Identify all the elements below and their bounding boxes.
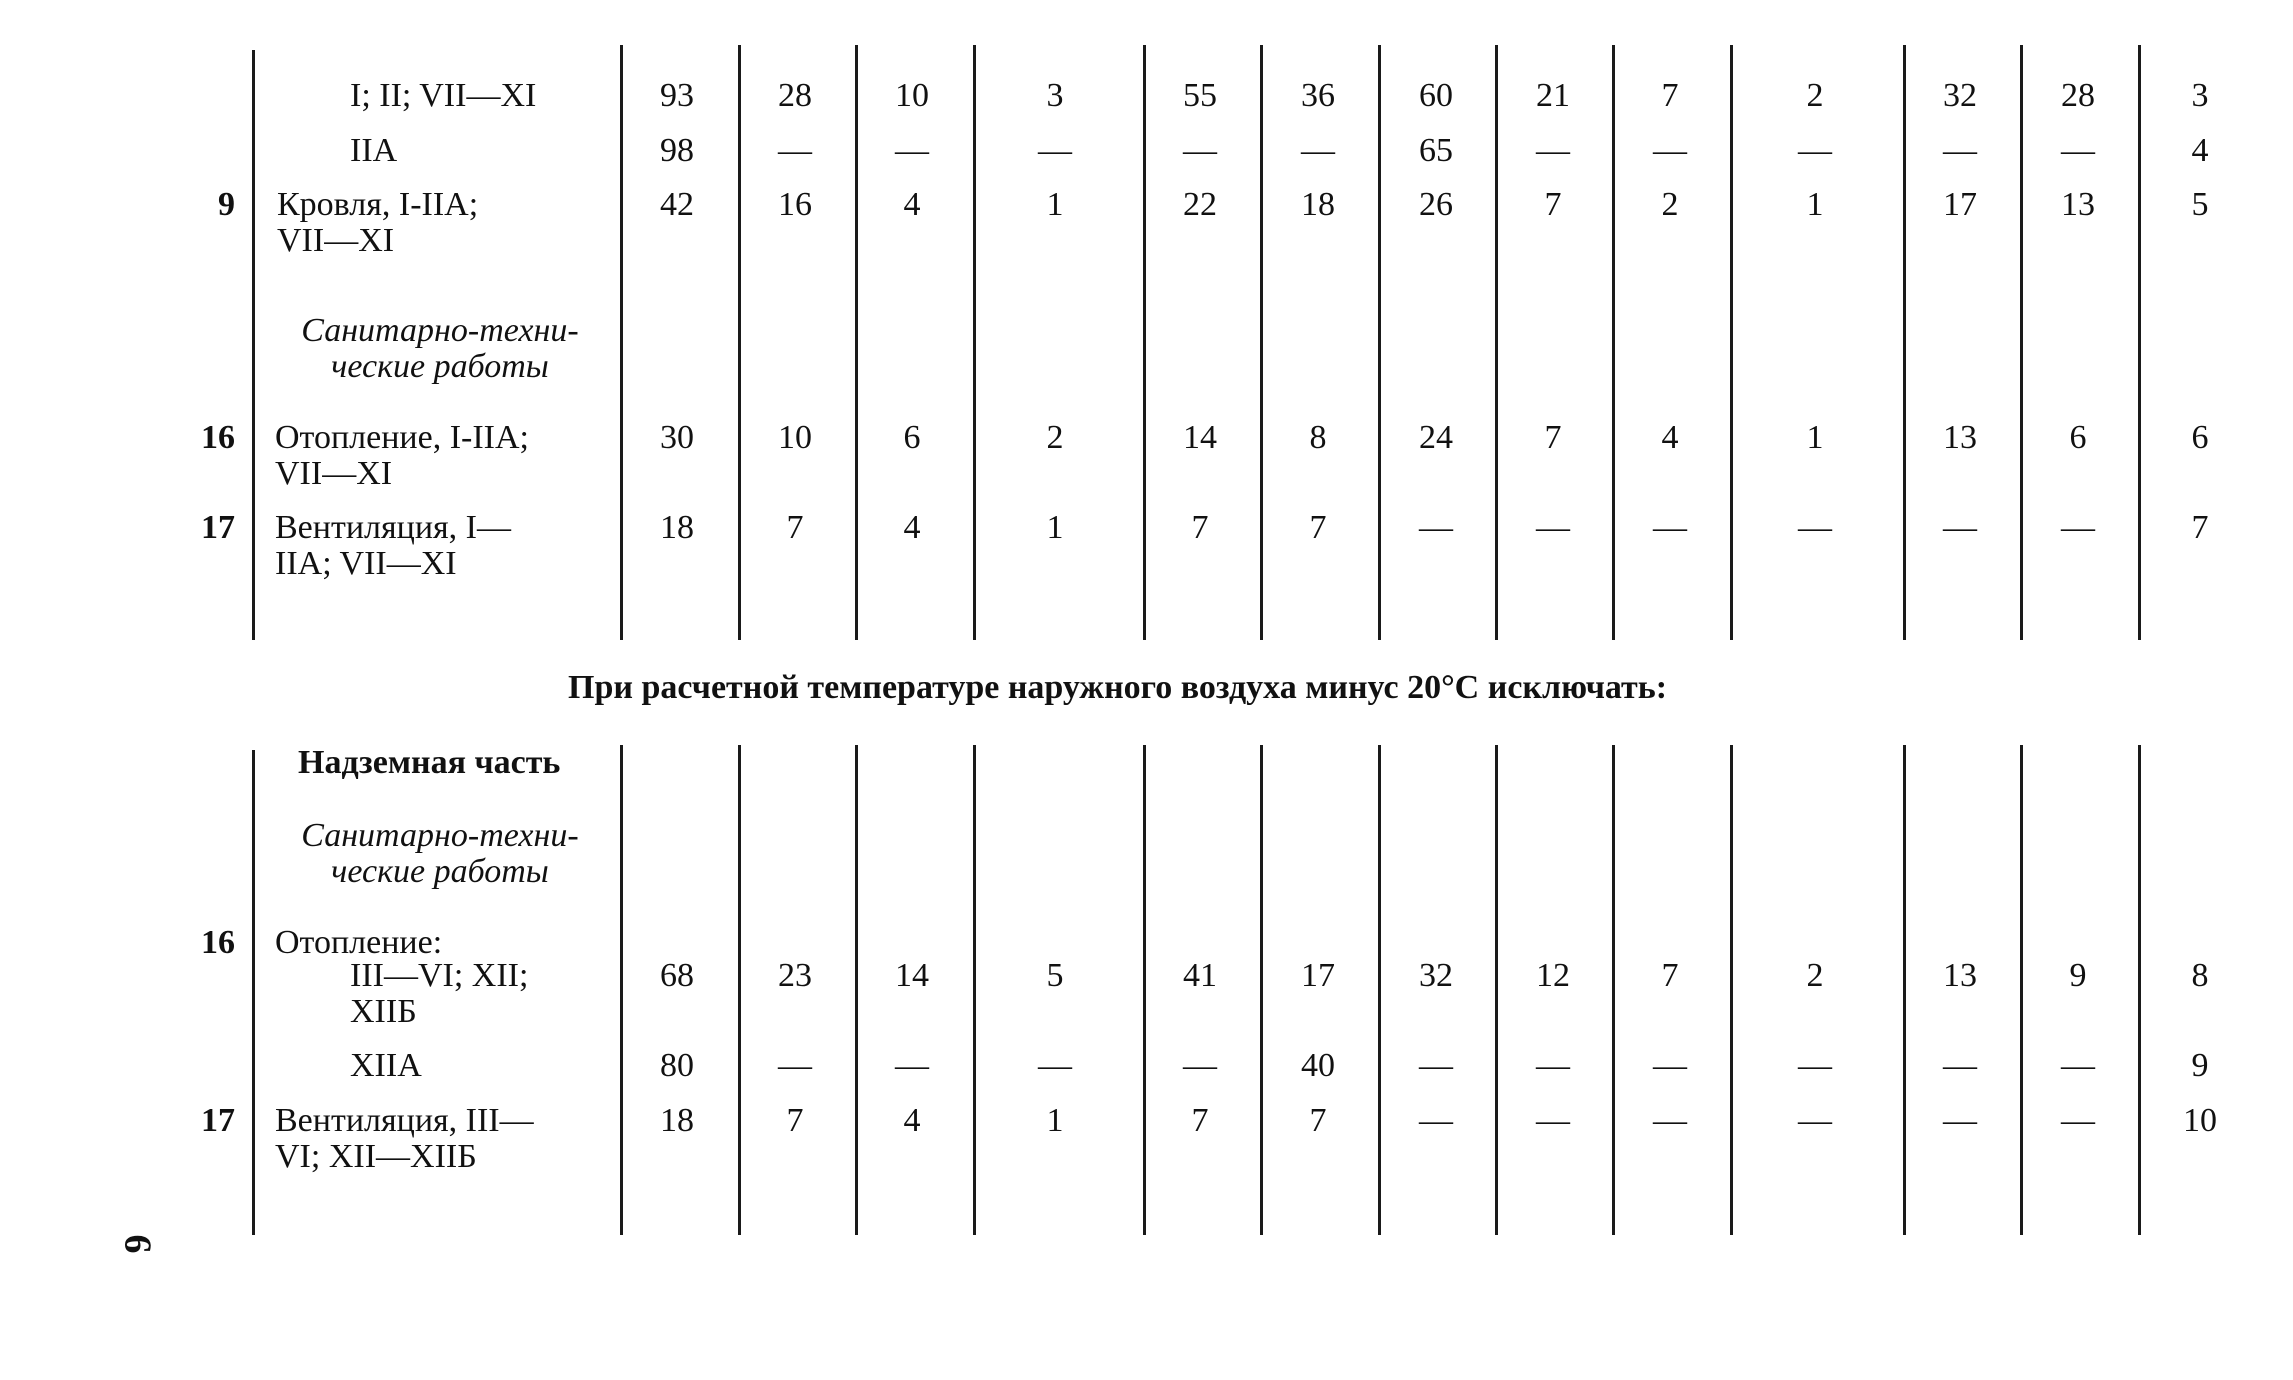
table-cell: 1 xyxy=(1046,186,1064,223)
table-cell: 98 xyxy=(660,132,694,169)
table-cell: 7 xyxy=(786,509,804,546)
table-bottom-rule xyxy=(1612,745,1615,1235)
table-cell: 65 xyxy=(1419,132,1453,169)
table-bottom-rule xyxy=(620,745,623,1235)
table-cell: 18 xyxy=(1301,186,1335,223)
table-cell: 1 xyxy=(1046,509,1064,546)
table-cell: — xyxy=(1653,132,1687,169)
row-label: Вентиляция, I— IIA; VII—XI xyxy=(275,509,511,582)
table-cell: 2 xyxy=(1806,957,1824,994)
table-cell: 1 xyxy=(1806,186,1824,223)
table-cell: 4 xyxy=(903,186,921,223)
table-cell: 32 xyxy=(1419,957,1453,994)
table-bottom-rule xyxy=(855,745,858,1235)
table-cell: 8 xyxy=(2191,957,2209,994)
row-label: Кровля, I-IIA; VII—XI xyxy=(277,186,479,259)
table-cell: 9 xyxy=(2191,1047,2209,1084)
table-bottom-rule xyxy=(1378,745,1381,1235)
table-cell: — xyxy=(1943,132,1977,169)
table-cell: 6 xyxy=(2069,419,2087,456)
table-cell: — xyxy=(1183,132,1217,169)
section-label: Санитарно-техни- ческие работы xyxy=(301,817,579,890)
table-cell: 4 xyxy=(903,509,921,546)
row-number: 17 xyxy=(201,1102,235,1139)
table-cell: 68 xyxy=(660,957,694,994)
table-cell: — xyxy=(1536,1047,1570,1084)
table-cell: 22 xyxy=(1183,186,1217,223)
table-cell: 28 xyxy=(778,77,812,114)
table-cell: — xyxy=(1943,1102,1977,1139)
table-cell: 7 xyxy=(1309,509,1327,546)
row-label: Вентиляция, III— VI; XII—XIIБ xyxy=(275,1102,534,1175)
table-cell: 13 xyxy=(2061,186,2095,223)
table-cell: 13 xyxy=(1943,957,1977,994)
table-bottom-rule xyxy=(252,750,255,1235)
table-cell: — xyxy=(1798,509,1832,546)
table-cell: 3 xyxy=(1046,77,1064,114)
table-cell: 30 xyxy=(660,419,694,456)
table-cell: — xyxy=(895,132,929,169)
table-cell: 26 xyxy=(1419,186,1453,223)
table-cell: 2 xyxy=(1661,186,1679,223)
table-cell: — xyxy=(895,1047,929,1084)
table-cell: 7 xyxy=(1191,1102,1209,1139)
table-cell: 10 xyxy=(2183,1102,2217,1139)
row-label: I; II; VII—XI xyxy=(350,77,537,114)
row-number: 9 xyxy=(218,186,235,223)
table-cell: 12 xyxy=(1536,957,1570,994)
table-cell: 3 xyxy=(2191,77,2209,114)
table-cell: 32 xyxy=(1943,77,1977,114)
table-cell: 9 xyxy=(2069,957,2087,994)
table-bottom-rule xyxy=(1143,745,1146,1235)
table-cell: 6 xyxy=(903,419,921,456)
table-cell: — xyxy=(1419,509,1453,546)
table-cell: 23 xyxy=(778,957,812,994)
table-cell: 14 xyxy=(1183,419,1217,456)
table-cell: 4 xyxy=(1661,419,1679,456)
table-cell: 18 xyxy=(660,509,694,546)
table-cell: 1 xyxy=(1046,1102,1064,1139)
table-cell: 21 xyxy=(1536,77,1570,114)
table-cell: 24 xyxy=(1419,419,1453,456)
row-label: IIA xyxy=(350,132,398,169)
table-cell: 10 xyxy=(778,419,812,456)
table-cell: — xyxy=(2061,132,2095,169)
table-cell: — xyxy=(1653,509,1687,546)
table-cell: 2 xyxy=(1806,77,1824,114)
table-cell: 18 xyxy=(660,1102,694,1139)
table-cell: — xyxy=(1038,1047,1072,1084)
row-label: XIIA xyxy=(350,1047,422,1084)
table-cell: 13 xyxy=(1943,419,1977,456)
table-cell: 1 xyxy=(1806,419,1824,456)
table-cell: 93 xyxy=(660,77,694,114)
table-cell: 6 xyxy=(2191,419,2209,456)
table-bottom-rule xyxy=(1260,745,1263,1235)
table-cell: 36 xyxy=(1301,77,1335,114)
row-number: 16 xyxy=(201,924,235,961)
table-cell: — xyxy=(1419,1047,1453,1084)
table-cell: — xyxy=(1653,1047,1687,1084)
row-label: III—VI; XII; XIIБ xyxy=(350,957,529,1030)
table-cell: 4 xyxy=(2191,132,2209,169)
row-label: Отопление, I-IIA; VII—XI xyxy=(275,419,529,492)
table-cell: — xyxy=(778,1047,812,1084)
table-cell: — xyxy=(1419,1102,1453,1139)
table-cell: 10 xyxy=(895,77,929,114)
table-bottom-rule xyxy=(1495,745,1498,1235)
table-cell: 4 xyxy=(903,1102,921,1139)
table-bottom-rule xyxy=(738,745,741,1235)
table-cell: — xyxy=(1536,132,1570,169)
table-cell: 7 xyxy=(2191,509,2209,546)
table-cell: 17 xyxy=(1943,186,1977,223)
table-bottom-rule xyxy=(2138,745,2141,1235)
table-cell: 28 xyxy=(2061,77,2095,114)
table-cell: 41 xyxy=(1183,957,1217,994)
table-cell: — xyxy=(1943,509,1977,546)
table-bottom-rule xyxy=(1730,745,1733,1235)
section-heading: При расчетной температуре наружного воздуха минус 20°С исключать: xyxy=(568,669,1668,706)
table-cell: 17 xyxy=(1301,957,1335,994)
table-cell: 5 xyxy=(2191,186,2209,223)
table-cell: — xyxy=(1798,1102,1832,1139)
table-cell: — xyxy=(2061,509,2095,546)
table-cell: 16 xyxy=(778,186,812,223)
section-label: Санитарно-техни- ческие работы xyxy=(301,312,579,385)
table-cell: — xyxy=(1536,1102,1570,1139)
table-cell: 42 xyxy=(660,186,694,223)
table-cell: 7 xyxy=(1544,419,1562,456)
table-cell: 80 xyxy=(660,1047,694,1084)
table-cell: 5 xyxy=(1046,957,1064,994)
row-number: 17 xyxy=(201,509,235,546)
row-label: Отопление: xyxy=(275,924,443,961)
page-number: 6 xyxy=(116,1234,159,1254)
table-cell: — xyxy=(1798,1047,1832,1084)
table-cell: — xyxy=(1038,132,1072,169)
table-cell: — xyxy=(778,132,812,169)
table-cell: 60 xyxy=(1419,77,1453,114)
table-cell: — xyxy=(1301,132,1335,169)
table-cell: 7 xyxy=(786,1102,804,1139)
table-cell: — xyxy=(1653,1102,1687,1139)
table-cell: 7 xyxy=(1661,77,1679,114)
table-cell: 7 xyxy=(1544,186,1562,223)
table-cell: 7 xyxy=(1309,1102,1327,1139)
table-cell: — xyxy=(1943,1047,1977,1084)
table-cell: 2 xyxy=(1046,419,1064,456)
table-cell: 14 xyxy=(895,957,929,994)
table-cell: — xyxy=(1536,509,1570,546)
table-cell: 8 xyxy=(1309,419,1327,456)
table-cell: — xyxy=(1798,132,1832,169)
table-cell: 55 xyxy=(1183,77,1217,114)
table-bottom-rule xyxy=(1903,745,1906,1235)
section-label: Надземная часть xyxy=(298,744,561,781)
table-cell: — xyxy=(2061,1047,2095,1084)
table-cell: 40 xyxy=(1301,1047,1335,1084)
table-cell: — xyxy=(1183,1047,1217,1084)
table-bottom-rule xyxy=(2020,745,2023,1235)
table-cell: — xyxy=(2061,1102,2095,1139)
table-cell: 7 xyxy=(1191,509,1209,546)
table-cell: 7 xyxy=(1661,957,1679,994)
row-number: 16 xyxy=(201,419,235,456)
table-bottom-rule xyxy=(973,745,976,1235)
